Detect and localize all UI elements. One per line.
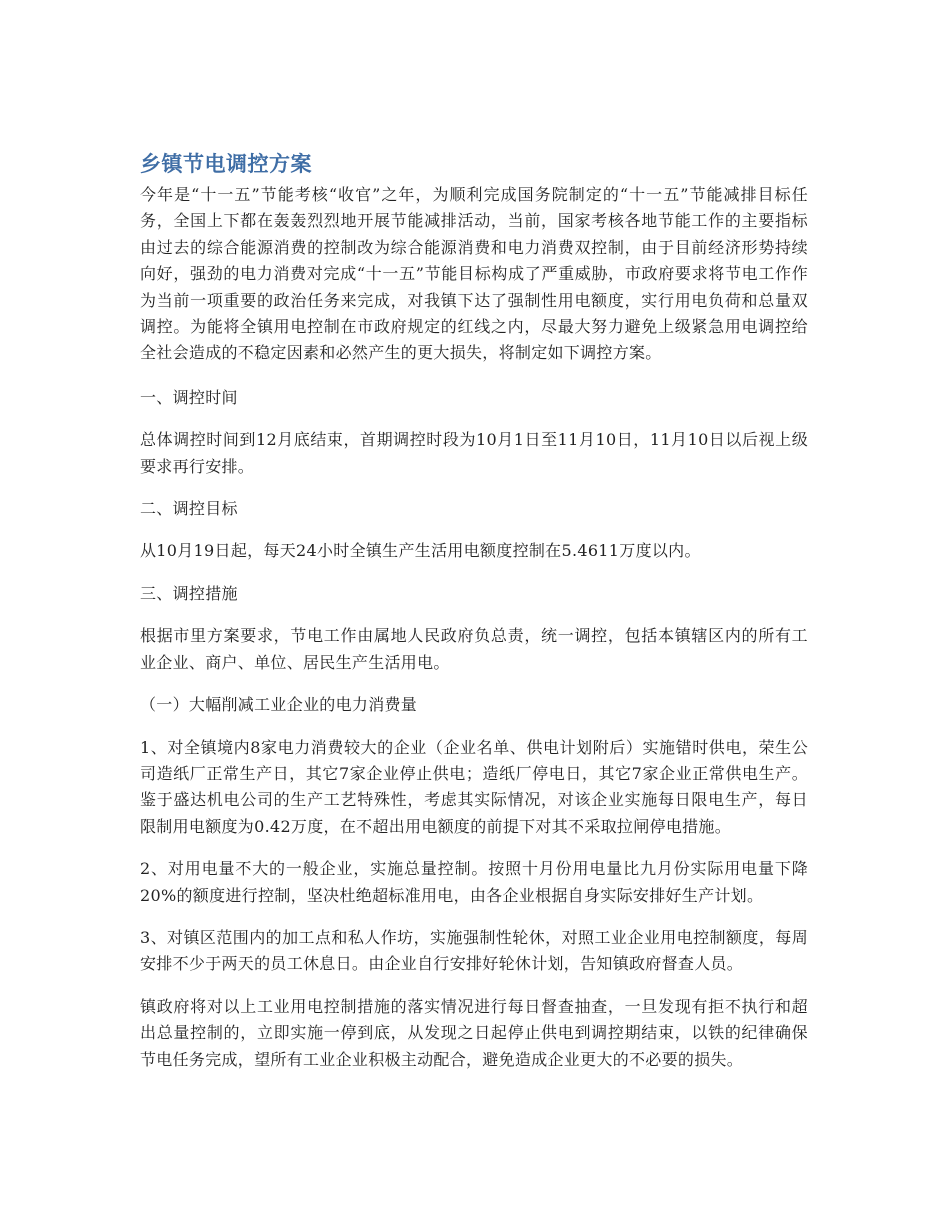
section-heading-time: 一、调控时间 xyxy=(140,387,238,407)
intro-paragraph: 今年是“十一五”节能考核“收官”之年，为顺利完成国务院制定的“十一五”节能减排目标任务，全国上下都在轰轰烈烈地开展节能减排活动，当前，国家考核各地节能工作的主要指标由过去的综合能源消费的控制改为综合能源消费和电力消费双控制，由于目前经济形势持续向好，强劲的电力消费对完成“十一五”节能目标构成了严重威胁，市政府要求将节电工作作为当前一项重要的政治任务来完成，对我镇下达了强制性用电额度，实行用电负荷和总量双调控。为能将全镇用电控制在市政府规定的红线之内，尽最大努力避免上级紧急用电调控给全社会造成的不稳定因素和必然产生的更大损失，将制定如下调控方案。 xyxy=(140,185,808,363)
subsection-heading-industry: （一）大幅削减工业企业的电力消费量 xyxy=(140,695,418,715)
section-heading-target: 二、调控目标 xyxy=(140,499,238,519)
section-target-paragraph: 从10月19日起，每天24小时全镇生产生活用电额度控制在5.4611万度以内。 xyxy=(140,541,701,561)
list-item: 3、对镇区范围内的加工点和私人作坊，实施强制性轮休，对照工业企业用电控制额度，每周安排不少于两天的员工休息日。由企业自行安排好轮休计划，告知镇政府督查人员。 xyxy=(140,927,808,974)
section-heading-measures: 三、调控措施 xyxy=(140,583,238,603)
list-item: 1、对全镇境内8家电力消费较大的企业（企业名单、供电计划附后）实施错时供电，荣生公司造纸厂正常生产日，其它7家企业停止供电；造纸厂停电日，其它7家企业正常供电生产。鉴于盛达机电公司的生产工艺特殊性，考虑其实际情况，对该企业实施每日限电生产，每日限制用电额度为0.42万度，在不超出用电额度的前提下对其不采取拉闸停电措施。 xyxy=(140,737,808,836)
section-time-paragraph: 总体调控时间到12月底结束，首期调控时段为10月1日至11月10日，11月10日以后视上级要求再行安排。 xyxy=(140,430,808,476)
list-item: 2、对用电量不大的一般企业，实施总量控制。按照十月份用电量比九月份实际用电量下降20%的额度进行控制，坚决杜绝超标准用电，由各企业根据自身实际安排好生产计划。 xyxy=(140,859,808,905)
section-measures-paragraph: 根据市里方案要求，节电工作由属地人民政府负总责，统一调控，包括本镇辖区内的所有工业企业、商户、单位、居民生产生活用电。 xyxy=(140,626,808,672)
document-page xyxy=(140,150,808,1089)
closing-paragraph: 镇政府将对以上工业用电控制措施的落实情况进行每日督查抽查，一旦发现有拒不执行和超出总量控制的，立即实施一停到底，从发现之日起停止供电到调控期结束，以铁的纪律确保节电任务完成，望所有工业企业积极主动配合，避免造成企业更大的不必要的损失。 xyxy=(140,996,808,1069)
document-title: 乡镇节电调控方案 xyxy=(140,152,312,176)
